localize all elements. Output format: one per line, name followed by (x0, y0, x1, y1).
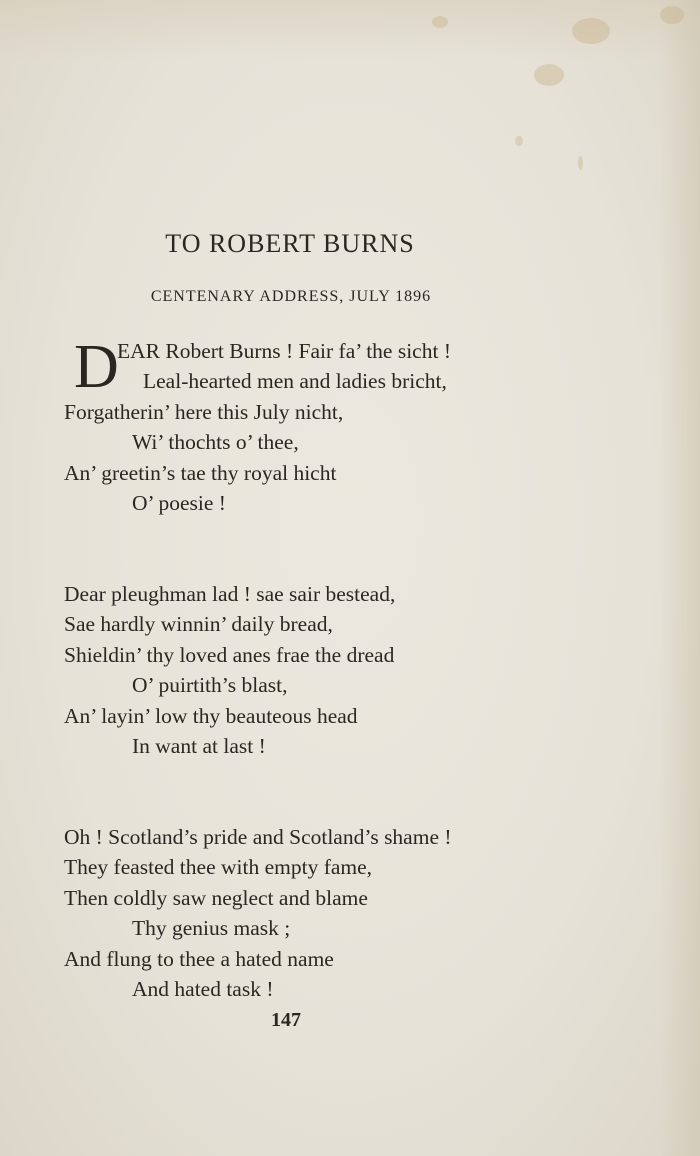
poem-line: O’ puirtith’s blast, (132, 673, 288, 698)
poem-line: And flung to thee a hated name (64, 946, 334, 971)
foxing-stain (534, 64, 564, 86)
foxing-stain (660, 6, 684, 24)
poem-line: Wi’ thochts o’ thee, (132, 430, 299, 455)
poem-line: Sae hardly winnin’ daily bread, (64, 612, 333, 637)
poem-line: An’ greetin’s tae thy royal hicht (64, 460, 337, 485)
foxing-stain (515, 136, 523, 146)
poem-line-text: EAR Robert Burns ! Fair fa’ the sicht ! (117, 339, 451, 363)
poem-line: And hated task ! (132, 976, 274, 1001)
drop-cap: D (74, 333, 119, 401)
poem-line: Oh ! Scotland’s pride and Scotland’s shame ! (64, 825, 452, 849)
poem-line: Leal-hearted men and ladies bricht, (143, 369, 447, 394)
foxing-stain (432, 16, 448, 28)
page-number: 147 (271, 1009, 301, 1031)
page-edge-shadow-right (660, 0, 700, 1156)
stanza-1 (64, 333, 564, 518)
poem-line: They feasted thee with empty fame, (64, 855, 373, 880)
poem-line: Dear pleughman lad ! sae sair bestead, (64, 582, 396, 606)
stanza-3 (64, 822, 564, 1004)
poem-subtitle: CENTENARY ADDRESS, JULY 1896 (150, 288, 432, 305)
poem-line: Then coldly saw neglect and blame (64, 885, 368, 910)
poem-line: Forgatherin’ here this July nicht, (64, 399, 344, 424)
foxing-stain (578, 156, 583, 170)
foxing-stain (572, 18, 610, 44)
poem-line: O’ poesie ! (132, 490, 226, 515)
poem-line: In want at last ! (132, 733, 266, 758)
stanza-2 (64, 579, 564, 761)
poem-line: Shieldin’ thy loved anes frae the dread (64, 642, 395, 667)
poem-line: Thy genius mask ; (132, 916, 291, 941)
poem-title: TO ROBERT BURNS (165, 229, 415, 258)
poem-line: An’ layin’ low thy beauteous head (64, 703, 358, 728)
